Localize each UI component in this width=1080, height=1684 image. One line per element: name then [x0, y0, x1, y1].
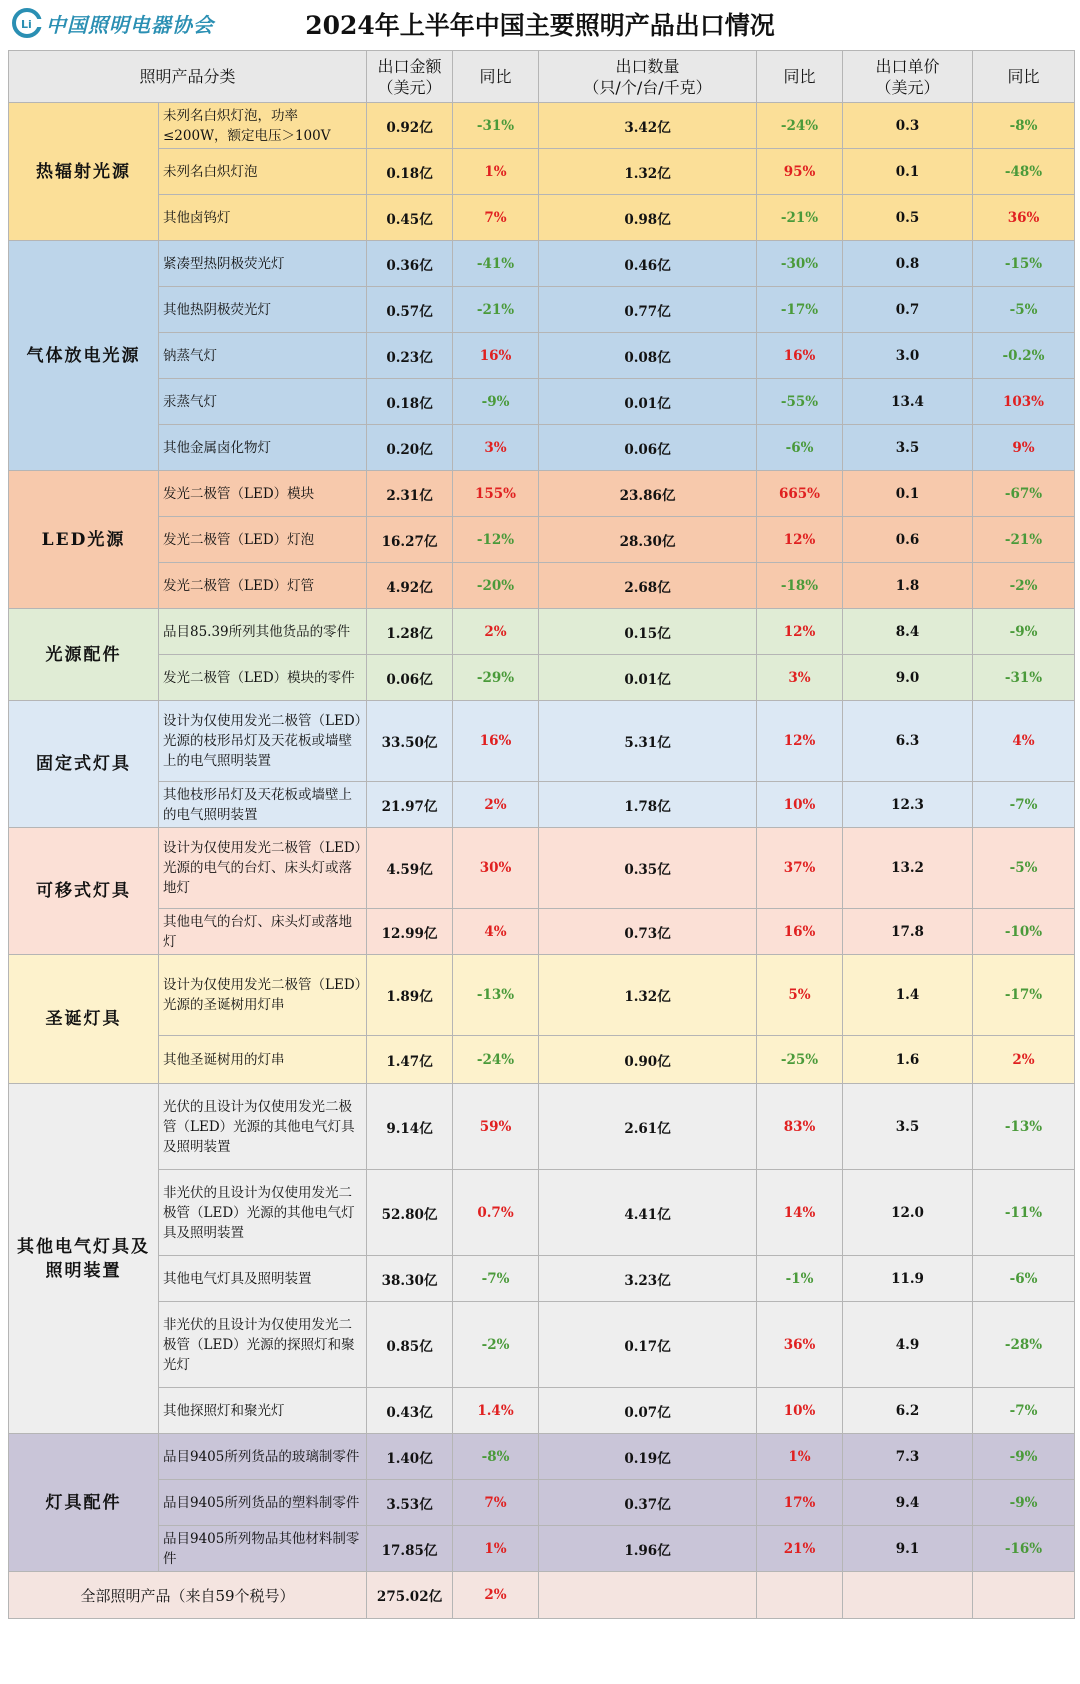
table-row [9, 782, 1075, 828]
amount-yoy: 1% [453, 1526, 539, 1572]
export-amount: 21.97亿 [367, 782, 453, 828]
product-name: 其他电气的台灯、床头灯或落地灯 [159, 909, 367, 955]
qty-yoy: 37% [757, 828, 843, 909]
product-name: 设计为仅使用发光二极管（LED）光源的电气的台灯、床头灯或落地灯 [159, 828, 367, 909]
unit-price: 12.0 [843, 1170, 973, 1256]
qty-yoy: -24% [757, 103, 843, 149]
total-price-yoy-empty [973, 1572, 1075, 1619]
price-yoy: -9% [973, 1434, 1075, 1480]
amount-yoy: -7% [453, 1256, 539, 1302]
total-amount: 275.02亿 [367, 1572, 453, 1619]
export-amount: 0.57亿 [367, 287, 453, 333]
unit-price: 3.5 [843, 425, 973, 471]
category-cell: 光源配件 [9, 609, 159, 701]
header-amount [367, 51, 453, 103]
price-yoy: -8% [973, 103, 1075, 149]
qty-yoy: 5% [757, 955, 843, 1036]
table-row [9, 1084, 1075, 1170]
table-row [9, 655, 1075, 701]
table-row [9, 517, 1075, 563]
amount-yoy: -20% [453, 563, 539, 609]
product-name: 发光二极管（LED）灯管 [159, 563, 367, 609]
export-qty: 0.15亿 [539, 609, 757, 655]
export-amount: 0.36亿 [367, 241, 453, 287]
unit-price: 0.6 [843, 517, 973, 563]
unit-price: 6.3 [843, 701, 973, 782]
export-amount: 52.80亿 [367, 1170, 453, 1256]
export-table [8, 50, 1075, 1619]
export-amount: 4.59亿 [367, 828, 453, 909]
qty-yoy: 14% [757, 1170, 843, 1256]
export-qty: 3.42亿 [539, 103, 757, 149]
table-row [9, 103, 1075, 149]
unit-price: 12.3 [843, 782, 973, 828]
export-qty: 1.96亿 [539, 1526, 757, 1572]
export-qty: 3.23亿 [539, 1256, 757, 1302]
amount-yoy: -8% [453, 1434, 539, 1480]
price-yoy: -7% [973, 782, 1075, 828]
unit-price: 17.8 [843, 909, 973, 955]
product-name: 其他金属卤化物灯 [159, 425, 367, 471]
export-amount: 4.92亿 [367, 563, 453, 609]
export-qty: 0.07亿 [539, 1388, 757, 1434]
export-amount: 0.23亿 [367, 333, 453, 379]
category-cell: 气体放电光源 [9, 241, 159, 471]
table-row [9, 1526, 1075, 1572]
price-yoy: 103% [973, 379, 1075, 425]
amount-yoy: -12% [453, 517, 539, 563]
category-cell: 灯具配件 [9, 1434, 159, 1572]
product-name: 其他探照灯和聚光灯 [159, 1388, 367, 1434]
amount-yoy: -31% [453, 103, 539, 149]
unit-price: 0.5 [843, 195, 973, 241]
price-yoy: -7% [973, 1388, 1075, 1434]
product-name: 钠蒸气灯 [159, 333, 367, 379]
total-price-empty [843, 1572, 973, 1619]
product-name: 品目9405所列货品的玻璃制零件 [159, 1434, 367, 1480]
export-amount: 1.40亿 [367, 1434, 453, 1480]
svg-text:Li: Li [21, 18, 32, 31]
unit-price: 3.0 [843, 333, 973, 379]
total-qty-empty [539, 1572, 757, 1619]
qty-yoy: -25% [757, 1036, 843, 1084]
export-qty: 0.08亿 [539, 333, 757, 379]
export-qty: 0.35亿 [539, 828, 757, 909]
unit-price: 13.2 [843, 828, 973, 909]
amount-yoy: -21% [453, 287, 539, 333]
amount-yoy: -2% [453, 1302, 539, 1388]
unit-price: 9.1 [843, 1526, 973, 1572]
table-row [9, 333, 1075, 379]
table-row [9, 955, 1075, 1036]
product-name: 发光二极管（LED）模块 [159, 471, 367, 517]
amount-yoy: 1.4% [453, 1388, 539, 1434]
export-amount: 33.50亿 [367, 701, 453, 782]
export-amount: 16.27亿 [367, 517, 453, 563]
qty-yoy: 1% [757, 1434, 843, 1480]
qty-yoy: 95% [757, 149, 843, 195]
amount-yoy: 1% [453, 149, 539, 195]
header-price [843, 51, 973, 103]
amount-yoy: 0.7% [453, 1170, 539, 1256]
category-cell: 固定式灯具 [9, 701, 159, 828]
table-row [9, 1036, 1075, 1084]
total-row [9, 1572, 1075, 1619]
export-amount: 3.53亿 [367, 1480, 453, 1526]
table-row [9, 1480, 1075, 1526]
unit-price: 0.1 [843, 149, 973, 195]
qty-yoy: 21% [757, 1526, 843, 1572]
export-amount: 0.92亿 [367, 103, 453, 149]
export-amount: 2.31亿 [367, 471, 453, 517]
header-price-label: 出口单价 [875, 56, 940, 76]
price-yoy: -16% [973, 1526, 1075, 1572]
table-row [9, 1388, 1075, 1434]
unit-price: 0.7 [843, 287, 973, 333]
export-amount: 0.18亿 [367, 379, 453, 425]
qty-yoy: 83% [757, 1084, 843, 1170]
category-cell: 可移式灯具 [9, 828, 159, 955]
price-yoy: -13% [973, 1084, 1075, 1170]
amount-yoy: 4% [453, 909, 539, 955]
unit-price: 0.8 [843, 241, 973, 287]
export-qty: 1.32亿 [539, 149, 757, 195]
header-amount-unit: （美元） [377, 77, 442, 97]
export-amount: 0.45亿 [367, 195, 453, 241]
price-yoy: 36% [973, 195, 1075, 241]
export-amount: 12.99亿 [367, 909, 453, 955]
price-yoy: -48% [973, 149, 1075, 195]
qty-yoy: 16% [757, 333, 843, 379]
table-row [9, 828, 1075, 909]
qty-yoy: -1% [757, 1256, 843, 1302]
qty-yoy: 17% [757, 1480, 843, 1526]
product-name: 其他热阴极荧光灯 [159, 287, 367, 333]
amount-yoy: 155% [453, 471, 539, 517]
table-row [9, 563, 1075, 609]
export-qty: 4.41亿 [539, 1170, 757, 1256]
product-name: 发光二极管（LED）灯泡 [159, 517, 367, 563]
qty-yoy: 12% [757, 701, 843, 782]
export-qty: 0.17亿 [539, 1302, 757, 1388]
unit-price: 1.4 [843, 955, 973, 1036]
page-title: 2024年上半年中国主要照明产品出口情况 [305, 11, 775, 40]
page-header [0, 0, 1080, 50]
amount-yoy: 16% [453, 333, 539, 379]
total-qty-yoy-empty [757, 1572, 843, 1619]
table-row [9, 1434, 1075, 1480]
export-amount: 17.85亿 [367, 1526, 453, 1572]
price-yoy: -9% [973, 609, 1075, 655]
export-table-wrapper [8, 50, 1075, 1619]
qty-yoy: -18% [757, 563, 843, 609]
amount-yoy: 16% [453, 701, 539, 782]
export-qty: 5.31亿 [539, 701, 757, 782]
export-qty: 0.19亿 [539, 1434, 757, 1480]
amount-yoy: 2% [453, 609, 539, 655]
header-qty-unit: （只/个/台/千克） [583, 77, 712, 97]
price-yoy: -67% [973, 471, 1075, 517]
unit-price: 0.3 [843, 103, 973, 149]
product-name: 设计为仅使用发光二极管（LED）光源的圣诞树用灯串 [159, 955, 367, 1036]
price-yoy: -31% [973, 655, 1075, 701]
export-amount: 0.20亿 [367, 425, 453, 471]
price-yoy: -15% [973, 241, 1075, 287]
product-name: 设计为仅使用发光二极管（LED）光源的枝形吊灯及天花板或墙壁上的电气照明装置 [159, 701, 367, 782]
unit-price: 7.3 [843, 1434, 973, 1480]
export-qty: 0.37亿 [539, 1480, 757, 1526]
export-amount: 0.85亿 [367, 1302, 453, 1388]
header-qty-yoy: 同比 [757, 51, 843, 103]
price-yoy: -0.2% [973, 333, 1075, 379]
product-name: 品目9405所列物品其他材料制零件 [159, 1526, 367, 1572]
export-amount: 0.06亿 [367, 655, 453, 701]
price-yoy: -10% [973, 909, 1075, 955]
qty-yoy: -21% [757, 195, 843, 241]
header-qty [539, 51, 757, 103]
qty-yoy: 36% [757, 1302, 843, 1388]
header-category: 照明产品分类 [9, 51, 367, 103]
export-amount: 1.28亿 [367, 609, 453, 655]
price-yoy: -5% [973, 828, 1075, 909]
price-yoy: -28% [973, 1302, 1075, 1388]
qty-yoy: 3% [757, 655, 843, 701]
qty-yoy: -17% [757, 287, 843, 333]
price-yoy: 9% [973, 425, 1075, 471]
price-yoy: -11% [973, 1170, 1075, 1256]
amount-yoy: 59% [453, 1084, 539, 1170]
qty-yoy: 12% [757, 609, 843, 655]
product-name: 未列名白炽灯泡 [159, 149, 367, 195]
product-name: 其他电气灯具及照明装置 [159, 1256, 367, 1302]
table-row [9, 287, 1075, 333]
amount-yoy: 7% [453, 1480, 539, 1526]
unit-price: 6.2 [843, 1388, 973, 1434]
amount-yoy: -9% [453, 379, 539, 425]
table-row [9, 1170, 1075, 1256]
table-row [9, 195, 1075, 241]
export-amount: 1.89亿 [367, 955, 453, 1036]
product-name: 汞蒸气灯 [159, 379, 367, 425]
category-cell: 热辐射光源 [9, 103, 159, 241]
product-name: 非光伏的且设计为仅使用发光二极管（LED）光源的其他电气灯具及照明装置 [159, 1170, 367, 1256]
amount-yoy: -13% [453, 955, 539, 1036]
export-qty: 28.30亿 [539, 517, 757, 563]
price-yoy: 4% [973, 701, 1075, 782]
unit-price: 3.5 [843, 1084, 973, 1170]
amount-yoy: 3% [453, 425, 539, 471]
export-qty: 23.86亿 [539, 471, 757, 517]
export-amount: 9.14亿 [367, 1084, 453, 1170]
price-yoy: -17% [973, 955, 1075, 1036]
qty-yoy: -55% [757, 379, 843, 425]
header-qty-label: 出口数量 [615, 56, 680, 76]
product-name: 品目9405所列货品的塑料制零件 [159, 1480, 367, 1526]
export-qty: 2.61亿 [539, 1084, 757, 1170]
header-amount-yoy: 同比 [453, 51, 539, 103]
category-cell: LED光源 [9, 471, 159, 609]
table-row [9, 471, 1075, 517]
unit-price: 9.0 [843, 655, 973, 701]
product-name: 其他卤钨灯 [159, 195, 367, 241]
qty-yoy: -30% [757, 241, 843, 287]
product-name: 紧凑型热阴极荧光灯 [159, 241, 367, 287]
export-qty: 0.90亿 [539, 1036, 757, 1084]
export-qty: 1.32亿 [539, 955, 757, 1036]
export-qty: 0.06亿 [539, 425, 757, 471]
price-yoy: -21% [973, 517, 1075, 563]
amount-yoy: 30% [453, 828, 539, 909]
product-name: 其他圣诞树用的灯串 [159, 1036, 367, 1084]
qty-yoy: 12% [757, 517, 843, 563]
table-row [9, 379, 1075, 425]
qty-yoy: 10% [757, 1388, 843, 1434]
unit-price: 4.9 [843, 1302, 973, 1388]
export-qty: 1.78亿 [539, 782, 757, 828]
product-name: 未列名白炽灯泡，功率≤200W，额定电压＞100V [159, 103, 367, 149]
total-amount-yoy: 2% [453, 1572, 539, 1619]
table-header-row [9, 51, 1075, 103]
table-row [9, 149, 1075, 195]
table-row [9, 909, 1075, 955]
export-qty: 0.77亿 [539, 287, 757, 333]
amount-yoy: -24% [453, 1036, 539, 1084]
product-name: 非光伏的且设计为仅使用发光二极管（LED）光源的探照灯和聚光灯 [159, 1302, 367, 1388]
unit-price: 13.4 [843, 379, 973, 425]
export-qty: 0.01亿 [539, 655, 757, 701]
table-body [9, 103, 1075, 1619]
unit-price: 9.4 [843, 1480, 973, 1526]
unit-price: 1.6 [843, 1036, 973, 1084]
qty-yoy: -6% [757, 425, 843, 471]
price-yoy: -5% [973, 287, 1075, 333]
amount-yoy: -29% [453, 655, 539, 701]
table-row [9, 1256, 1075, 1302]
export-qty: 2.68亿 [539, 563, 757, 609]
qty-yoy: 665% [757, 471, 843, 517]
header-price-unit: （美元） [875, 77, 940, 97]
price-yoy: 2% [973, 1036, 1075, 1084]
unit-price: 11.9 [843, 1256, 973, 1302]
price-yoy: -9% [973, 1480, 1075, 1526]
table-row [9, 241, 1075, 287]
export-amount: 0.43亿 [367, 1388, 453, 1434]
export-qty: 0.73亿 [539, 909, 757, 955]
category-cell: 其他电气灯具及照明装置 [9, 1084, 159, 1434]
price-yoy: -2% [973, 563, 1075, 609]
export-amount: 1.47亿 [367, 1036, 453, 1084]
amount-yoy: 2% [453, 782, 539, 828]
total-label: 全部照明产品（来自59个税号） [9, 1572, 367, 1619]
logo-text: 中国照明电器协会 [46, 12, 214, 37]
category-cell: 圣诞灯具 [9, 955, 159, 1084]
table-row [9, 1302, 1075, 1388]
export-amount: 0.18亿 [367, 149, 453, 195]
unit-price: 0.1 [843, 471, 973, 517]
product-name: 发光二极管（LED）模块的零件 [159, 655, 367, 701]
header-amount-label: 出口金额 [377, 56, 442, 76]
unit-price: 8.4 [843, 609, 973, 655]
export-qty: 0.98亿 [539, 195, 757, 241]
amount-yoy: -41% [453, 241, 539, 287]
qty-yoy: 16% [757, 909, 843, 955]
product-name: 光伏的且设计为仅使用发光二极管（LED）光源的其他电气灯具及照明装置 [159, 1084, 367, 1170]
export-qty: 0.46亿 [539, 241, 757, 287]
header-price-yoy: 同比 [973, 51, 1075, 103]
amount-yoy: 7% [453, 195, 539, 241]
product-name: 品目85.39所列其他货品的零件 [159, 609, 367, 655]
export-amount: 38.30亿 [367, 1256, 453, 1302]
product-name: 其他枝形吊灯及天花板或墙壁上的电气照明装置 [159, 782, 367, 828]
table-row [9, 425, 1075, 471]
export-qty: 0.01亿 [539, 379, 757, 425]
qty-yoy: 10% [757, 782, 843, 828]
table-row [9, 609, 1075, 655]
price-yoy: -6% [973, 1256, 1075, 1302]
table-row [9, 701, 1075, 782]
unit-price: 1.8 [843, 563, 973, 609]
